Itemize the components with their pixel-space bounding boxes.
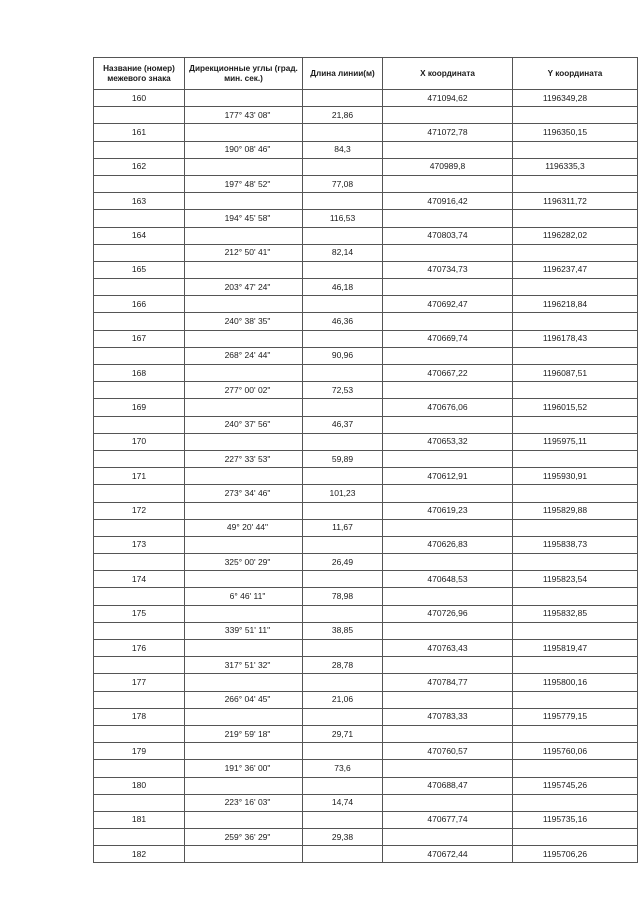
point-row (94, 640, 638, 657)
segment-row (94, 347, 638, 364)
line-length: 90,96 (303, 347, 383, 364)
directional-angle: 203° 47' 24" (185, 279, 303, 296)
empty-cell (383, 210, 513, 227)
y-coordinate: 1195823,54 (513, 571, 638, 588)
empty-cell (383, 519, 513, 536)
empty-cell (513, 450, 638, 467)
point-name: 164 (94, 227, 185, 244)
segment-row (94, 657, 638, 674)
x-coordinate: 470677,74 (383, 811, 513, 828)
empty-cell (383, 244, 513, 261)
line-length: 46,18 (303, 279, 383, 296)
point-name: 171 (94, 468, 185, 485)
header-y: Y координата (513, 58, 638, 90)
x-coordinate: 470734,73 (383, 261, 513, 278)
directional-angle: 317° 51' 32" (185, 657, 303, 674)
empty-cell (513, 691, 638, 708)
line-length: 59,89 (303, 450, 383, 467)
empty-cell (94, 175, 185, 192)
point-row (94, 846, 638, 863)
empty-cell (383, 622, 513, 639)
point-row (94, 468, 638, 485)
directional-angle: 190° 08' 46" (185, 141, 303, 158)
empty-cell (383, 691, 513, 708)
point-name: 161 (94, 124, 185, 141)
line-length: 46,37 (303, 416, 383, 433)
empty-cell (513, 760, 638, 777)
line-length: 26,49 (303, 554, 383, 571)
segment-row (94, 519, 638, 536)
empty-cell (303, 536, 383, 553)
x-coordinate: 470612,91 (383, 468, 513, 485)
empty-cell (513, 313, 638, 330)
segment-row (94, 554, 638, 571)
empty-cell (513, 794, 638, 811)
empty-cell (94, 279, 185, 296)
segment-row (94, 450, 638, 467)
empty-cell (383, 588, 513, 605)
x-coordinate: 470619,23 (383, 502, 513, 519)
x-coordinate: 470667,22 (383, 365, 513, 382)
point-row (94, 261, 638, 278)
directional-angle: 339° 51' 11" (185, 622, 303, 639)
directional-angle: 273° 34' 46" (185, 485, 303, 502)
x-coordinate: 470763,43 (383, 640, 513, 657)
empty-cell (513, 519, 638, 536)
empty-cell (383, 450, 513, 467)
point-row (94, 571, 638, 588)
segment-row (94, 175, 638, 192)
line-length: 101,23 (303, 485, 383, 502)
boundary-coordinates-table (93, 57, 638, 863)
directional-angle: 227° 33' 53" (185, 450, 303, 467)
segment-row (94, 416, 638, 433)
empty-cell (185, 158, 303, 175)
y-coordinate: 1196218,84 (513, 296, 638, 313)
directional-angle: 6° 46' 11" (185, 588, 303, 605)
empty-cell (513, 175, 638, 192)
point-name: 179 (94, 743, 185, 760)
empty-cell (383, 382, 513, 399)
point-row (94, 502, 638, 519)
empty-cell (303, 193, 383, 210)
empty-cell (513, 416, 638, 433)
empty-cell (383, 554, 513, 571)
x-coordinate: 470672,44 (383, 846, 513, 863)
empty-cell (513, 485, 638, 502)
line-length: 78,98 (303, 588, 383, 605)
y-coordinate: 1196015,52 (513, 399, 638, 416)
empty-cell (513, 588, 638, 605)
empty-cell (185, 708, 303, 725)
x-coordinate: 470669,74 (383, 330, 513, 347)
x-coordinate: 470653,32 (383, 433, 513, 450)
empty-cell (383, 416, 513, 433)
y-coordinate: 1195832,85 (513, 605, 638, 622)
empty-cell (185, 846, 303, 863)
point-name: 166 (94, 296, 185, 313)
point-name: 162 (94, 158, 185, 175)
empty-cell (513, 382, 638, 399)
header-name: Название (номер) межевого знака (94, 58, 185, 90)
empty-cell (383, 313, 513, 330)
y-coordinate: 1196311,72 (513, 193, 638, 210)
empty-cell (303, 227, 383, 244)
empty-cell (185, 468, 303, 485)
empty-cell (94, 554, 185, 571)
empty-cell (303, 674, 383, 691)
y-coordinate: 1195706,26 (513, 846, 638, 863)
header-row (94, 58, 638, 90)
line-length: 28,78 (303, 657, 383, 674)
empty-cell (94, 725, 185, 742)
x-coordinate: 471072,78 (383, 124, 513, 141)
directional-angle: 266° 04' 45" (185, 691, 303, 708)
x-coordinate: 470626,83 (383, 536, 513, 553)
segment-row (94, 622, 638, 639)
line-length: 21,86 (303, 107, 383, 124)
empty-cell (303, 158, 383, 175)
segment-row (94, 279, 638, 296)
point-name: 173 (94, 536, 185, 553)
y-coordinate: 1195975,11 (513, 433, 638, 450)
empty-cell (383, 657, 513, 674)
point-name: 180 (94, 777, 185, 794)
empty-cell (94, 657, 185, 674)
empty-cell (185, 365, 303, 382)
x-coordinate: 470783,33 (383, 708, 513, 725)
empty-cell (185, 330, 303, 347)
empty-cell (185, 536, 303, 553)
empty-cell (383, 347, 513, 364)
empty-cell (303, 502, 383, 519)
point-name: 163 (94, 193, 185, 210)
directional-angle: 277° 00' 02" (185, 382, 303, 399)
point-row (94, 708, 638, 725)
empty-cell (513, 141, 638, 158)
empty-cell (185, 502, 303, 519)
y-coordinate: 1196349,28 (513, 90, 638, 107)
empty-cell (383, 829, 513, 846)
empty-cell (513, 210, 638, 227)
empty-cell (303, 846, 383, 863)
point-row (94, 330, 638, 347)
line-length: 29,38 (303, 829, 383, 846)
line-length: 14,74 (303, 794, 383, 811)
empty-cell (94, 588, 185, 605)
y-coordinate: 1195930,91 (513, 468, 638, 485)
empty-cell (94, 107, 185, 124)
empty-cell (303, 605, 383, 622)
point-name: 177 (94, 674, 185, 691)
point-name: 165 (94, 261, 185, 278)
x-coordinate: 470726,96 (383, 605, 513, 622)
segment-row (94, 794, 638, 811)
segment-row (94, 485, 638, 502)
point-name: 175 (94, 605, 185, 622)
directional-angle: 325° 00' 29" (185, 554, 303, 571)
x-coordinate: 471094,62 (383, 90, 513, 107)
directional-angle: 212° 50' 41" (185, 244, 303, 261)
directional-angle: 197° 48' 52" (185, 175, 303, 192)
empty-cell (513, 554, 638, 571)
directional-angle: 191° 36' 00" (185, 760, 303, 777)
x-coordinate: 470648,53 (383, 571, 513, 588)
directional-angle: 194° 45' 58" (185, 210, 303, 227)
empty-cell (383, 107, 513, 124)
x-coordinate: 470916,42 (383, 193, 513, 210)
empty-cell (94, 794, 185, 811)
empty-cell (185, 640, 303, 657)
y-coordinate: 1195800,16 (513, 674, 638, 691)
y-coordinate: 1196178,43 (513, 330, 638, 347)
directional-angle: 268° 24' 44" (185, 347, 303, 364)
empty-cell (383, 725, 513, 742)
empty-cell (303, 640, 383, 657)
y-coordinate: 1196282,02 (513, 227, 638, 244)
empty-cell (303, 777, 383, 794)
header-x: X координата (383, 58, 513, 90)
empty-cell (513, 244, 638, 261)
point-row (94, 433, 638, 450)
point-row (94, 605, 638, 622)
empty-cell (383, 279, 513, 296)
y-coordinate: 1195735,16 (513, 811, 638, 828)
point-name: 172 (94, 502, 185, 519)
empty-cell (185, 571, 303, 588)
empty-cell (185, 743, 303, 760)
empty-cell (303, 296, 383, 313)
y-coordinate: 1196237,47 (513, 261, 638, 278)
point-row (94, 90, 638, 107)
empty-cell (383, 485, 513, 502)
empty-cell (303, 811, 383, 828)
line-length: 38,85 (303, 622, 383, 639)
empty-cell (185, 811, 303, 828)
point-row (94, 365, 638, 382)
empty-cell (303, 433, 383, 450)
empty-cell (303, 468, 383, 485)
header-length: Длина линии(м) (303, 58, 383, 90)
segment-row (94, 725, 638, 742)
header-angle: Дирекционные углы (град. мин. сек.) (185, 58, 303, 90)
empty-cell (513, 622, 638, 639)
empty-cell (94, 450, 185, 467)
y-coordinate: 1195819,47 (513, 640, 638, 657)
line-length: 72,53 (303, 382, 383, 399)
x-coordinate: 470760,57 (383, 743, 513, 760)
empty-cell (94, 382, 185, 399)
point-row (94, 811, 638, 828)
empty-cell (185, 433, 303, 450)
empty-cell (383, 175, 513, 192)
point-name: 170 (94, 433, 185, 450)
directional-angle: 223° 16' 03" (185, 794, 303, 811)
line-length: 77,08 (303, 175, 383, 192)
empty-cell (303, 330, 383, 347)
line-length: 46,36 (303, 313, 383, 330)
empty-cell (94, 210, 185, 227)
line-length: 21,06 (303, 691, 383, 708)
empty-cell (513, 725, 638, 742)
empty-cell (303, 365, 383, 382)
x-coordinate: 470688,47 (383, 777, 513, 794)
segment-row (94, 244, 638, 261)
empty-cell (513, 107, 638, 124)
segment-row (94, 210, 638, 227)
segment-row (94, 313, 638, 330)
empty-cell (185, 296, 303, 313)
point-name: 169 (94, 399, 185, 416)
empty-cell (513, 347, 638, 364)
empty-cell (94, 485, 185, 502)
empty-cell (94, 416, 185, 433)
point-name: 182 (94, 846, 185, 863)
point-row (94, 674, 638, 691)
line-length: 73,6 (303, 760, 383, 777)
line-length: 116,53 (303, 210, 383, 227)
empty-cell (185, 90, 303, 107)
empty-cell (94, 519, 185, 536)
y-coordinate: 1195760,06 (513, 743, 638, 760)
empty-cell (94, 244, 185, 261)
point-name: 160 (94, 90, 185, 107)
point-name: 178 (94, 708, 185, 725)
empty-cell (303, 708, 383, 725)
directional-angle: 259° 36' 29" (185, 829, 303, 846)
x-coordinate: 470989,8 (383, 158, 513, 175)
point-row (94, 743, 638, 760)
empty-cell (303, 90, 383, 107)
directional-angle: 49° 20' 44" (185, 519, 303, 536)
point-row (94, 777, 638, 794)
segment-row (94, 691, 638, 708)
empty-cell (383, 760, 513, 777)
y-coordinate: 1195779,15 (513, 708, 638, 725)
y-coordinate: 1196335,3 (513, 158, 638, 175)
x-coordinate: 470692,47 (383, 296, 513, 313)
empty-cell (303, 571, 383, 588)
directional-angle: 240° 37' 56" (185, 416, 303, 433)
line-length: 84,3 (303, 141, 383, 158)
point-row (94, 158, 638, 175)
empty-cell (513, 279, 638, 296)
empty-cell (94, 313, 185, 330)
empty-cell (303, 261, 383, 278)
x-coordinate: 470803,74 (383, 227, 513, 244)
empty-cell (94, 141, 185, 158)
line-length: 29,71 (303, 725, 383, 742)
empty-cell (513, 829, 638, 846)
empty-cell (94, 622, 185, 639)
segment-row (94, 141, 638, 158)
y-coordinate: 1195745,26 (513, 777, 638, 794)
directional-angle: 240° 38' 35" (185, 313, 303, 330)
x-coordinate: 470676,06 (383, 399, 513, 416)
empty-cell (383, 141, 513, 158)
segment-row (94, 829, 638, 846)
point-row (94, 296, 638, 313)
point-row (94, 193, 638, 210)
empty-cell (185, 777, 303, 794)
directional-angle: 219° 59' 18" (185, 725, 303, 742)
point-name: 181 (94, 811, 185, 828)
y-coordinate: 1195838,73 (513, 536, 638, 553)
point-row (94, 399, 638, 416)
empty-cell (94, 829, 185, 846)
empty-cell (303, 124, 383, 141)
point-name: 167 (94, 330, 185, 347)
segment-row (94, 107, 638, 124)
line-length: 11,67 (303, 519, 383, 536)
segment-row (94, 760, 638, 777)
point-row (94, 536, 638, 553)
empty-cell (94, 760, 185, 777)
segment-row (94, 382, 638, 399)
point-name: 168 (94, 365, 185, 382)
empty-cell (94, 347, 185, 364)
empty-cell (185, 124, 303, 141)
empty-cell (185, 399, 303, 416)
y-coordinate: 1196350,15 (513, 124, 638, 141)
segment-row (94, 588, 638, 605)
point-row (94, 227, 638, 244)
line-length: 82,14 (303, 244, 383, 261)
empty-cell (303, 399, 383, 416)
empty-cell (185, 261, 303, 278)
x-coordinate: 470784,77 (383, 674, 513, 691)
y-coordinate: 1196087,51 (513, 365, 638, 382)
empty-cell (94, 691, 185, 708)
empty-cell (383, 794, 513, 811)
point-name: 174 (94, 571, 185, 588)
empty-cell (185, 227, 303, 244)
point-name: 176 (94, 640, 185, 657)
empty-cell (185, 605, 303, 622)
empty-cell (513, 657, 638, 674)
directional-angle: 177° 43' 08" (185, 107, 303, 124)
empty-cell (303, 743, 383, 760)
point-row (94, 124, 638, 141)
empty-cell (185, 674, 303, 691)
y-coordinate: 1195829,88 (513, 502, 638, 519)
empty-cell (185, 193, 303, 210)
